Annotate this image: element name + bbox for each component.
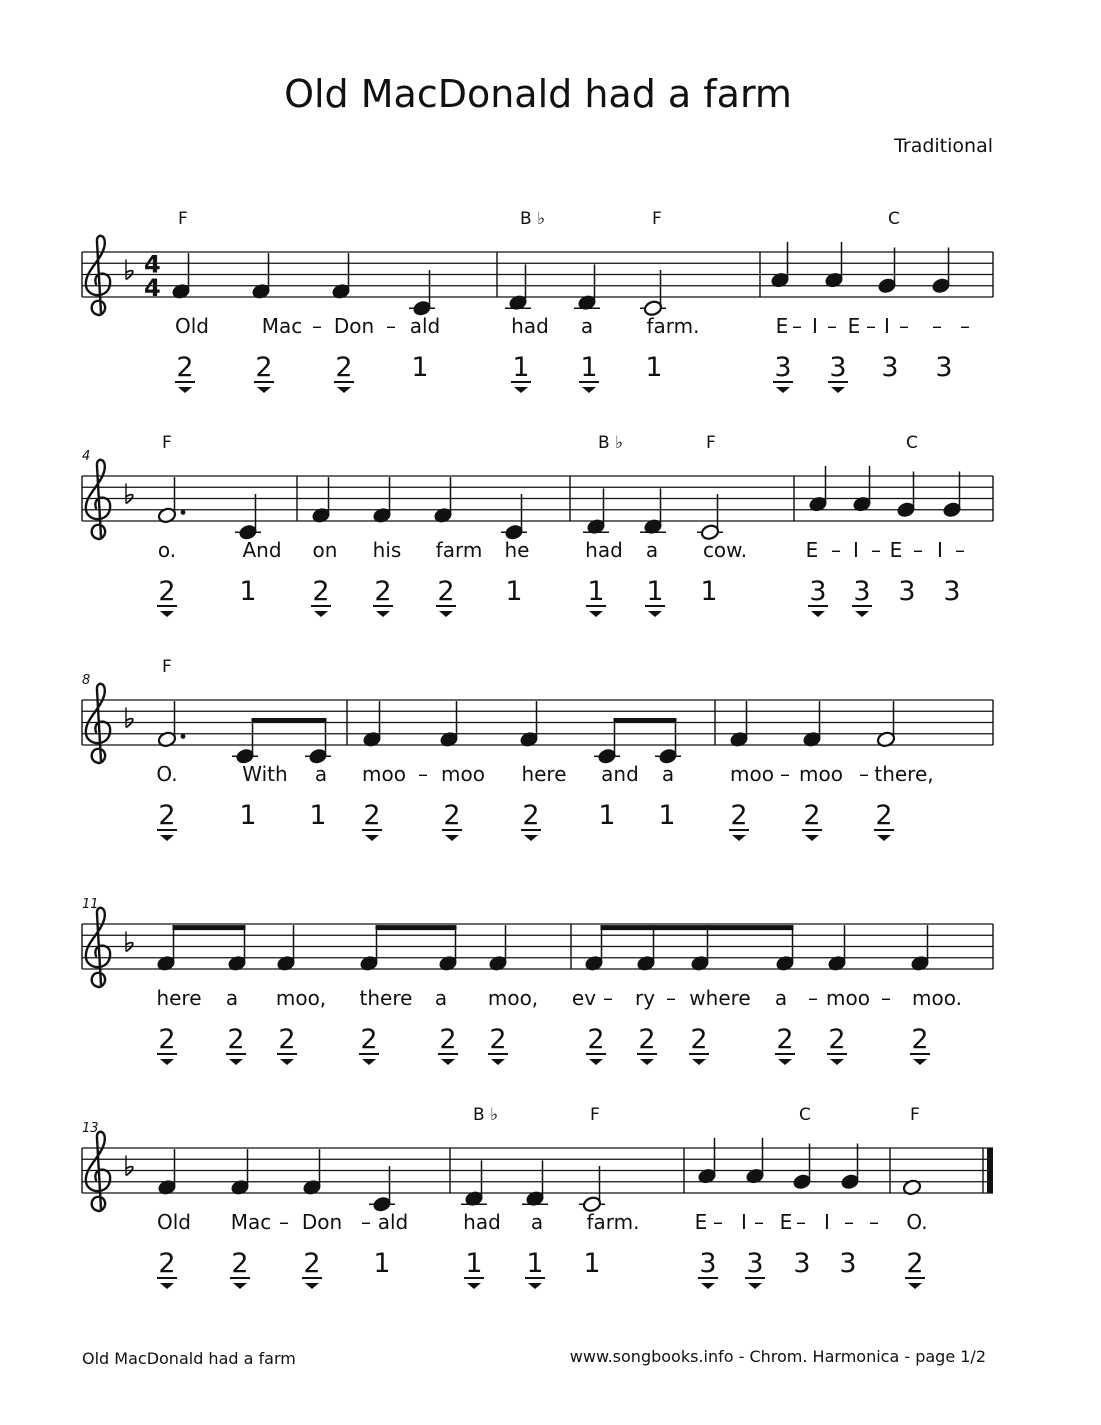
harmonica-hole-number: 3	[774, 352, 792, 383]
draw-arrow-icon	[160, 1059, 174, 1065]
harmonica-hole-number: 2	[158, 1024, 176, 1055]
lyric-syllable: a	[314, 762, 328, 786]
draw-arrow-icon	[908, 1283, 922, 1289]
chord-symbol: F	[178, 209, 188, 229]
harmonica-hole-number: 2	[776, 1024, 794, 1055]
lyric-syllable: Mac	[261, 314, 303, 338]
lyric-syllable: a	[661, 762, 675, 786]
lyric-syllable: moo	[826, 986, 870, 1010]
draw-arrow-icon	[589, 1059, 603, 1065]
music-systems	[82, 209, 993, 1289]
harmonica-hole-number: 1	[309, 800, 327, 831]
harmonica-hole-number: 2	[439, 1024, 457, 1055]
lyric-syllable: E	[805, 538, 819, 562]
harmonica-hole-number: 1	[505, 576, 523, 607]
lyric-syllable: his	[372, 538, 402, 562]
measure-number: 8	[82, 673, 91, 688]
draw-arrow-icon	[365, 835, 379, 841]
lyric-hyphen: –	[866, 314, 876, 338]
draw-arrow-icon	[732, 835, 746, 841]
lyric-syllable: had	[463, 1210, 501, 1234]
harmonica-hole-number: 2	[303, 1248, 321, 1279]
lyric-syllable: moo.	[912, 986, 962, 1010]
lyric-syllable: moo	[799, 762, 843, 786]
draw-arrow-icon	[257, 387, 271, 393]
lyric-hyphen: –	[932, 314, 942, 338]
harmonica-hole-number: 2	[158, 1248, 176, 1279]
draw-arrow-icon	[439, 611, 453, 617]
draw-arrow-icon	[467, 1283, 481, 1289]
harmonica-hole-number: 1	[411, 352, 429, 383]
harmonica-hole-number: 2	[489, 1024, 507, 1055]
draw-arrow-icon	[640, 1059, 654, 1065]
harmonica-hole-number: 3	[898, 576, 916, 607]
lyric-syllable: I	[884, 314, 890, 338]
lyric-syllable: Don	[333, 314, 375, 338]
lyric-syllable: there	[359, 986, 413, 1010]
draw-arrow-icon	[524, 835, 538, 841]
lyric-syllable: o.	[157, 538, 177, 562]
harmonica-hole-number: 1	[239, 800, 257, 831]
harmonica-hole-number: 3	[881, 352, 899, 383]
harmonica-hole-number: 2	[803, 800, 821, 831]
lyric-syllable: had	[511, 314, 549, 338]
treble-clef-icon	[86, 1132, 110, 1211]
draw-arrow-icon	[877, 835, 891, 841]
lyric-hyphen: –	[713, 1210, 723, 1234]
treble-clef-icon	[86, 684, 110, 763]
footer-right: www.songbooks.info - Chrom. Harmonica - page 1/2	[569, 1347, 986, 1366]
draw-arrow-icon	[160, 611, 174, 617]
harmonica-hole-number: 2	[363, 800, 381, 831]
harmonica-hole-number: 2	[690, 1024, 708, 1055]
lyric-syllable: I	[937, 538, 943, 562]
lyric-syllable: farm	[435, 538, 483, 562]
harmonica-hole-number: 2	[158, 800, 176, 831]
treble-clef-icon	[86, 908, 110, 987]
harmonica-hole-number: 1	[580, 352, 598, 383]
lyric-syllable: O.	[906, 1210, 928, 1234]
draw-arrow-icon	[648, 611, 662, 617]
harmonica-hole-number: 3	[943, 576, 961, 607]
harmonica-hole-number: 1	[700, 576, 718, 607]
harmonica-hole-number: 2	[231, 1248, 249, 1279]
harmonica-hole-number: 2	[730, 800, 748, 831]
lyric-syllable: a	[580, 314, 594, 338]
draw-arrow-icon	[589, 611, 603, 617]
harmonica-hole-number: 2	[335, 352, 353, 383]
song-title: Old MacDonald had a farm	[284, 72, 792, 116]
draw-arrow-icon	[491, 1059, 505, 1065]
lyric-syllable: moo	[441, 762, 485, 786]
lyric-syllable: farm.	[586, 1210, 640, 1234]
lyric-syllable: Old	[175, 314, 209, 338]
draw-arrow-icon	[692, 1059, 706, 1065]
lyric-syllable: had	[585, 538, 623, 562]
measure-number: 11	[82, 897, 99, 912]
lyric-syllable: I	[853, 538, 859, 562]
measure-number: 13	[82, 1121, 99, 1136]
augmentation-dot	[181, 734, 186, 739]
lyric-hyphen: –	[869, 1210, 879, 1234]
lyric-syllable: there,	[874, 762, 934, 786]
lyric-syllable: moo,	[275, 986, 327, 1010]
draw-arrow-icon	[514, 387, 528, 393]
draw-arrow-icon	[362, 1059, 376, 1065]
lyric-syllable: here	[521, 762, 567, 786]
final-barline	[987, 1148, 993, 1193]
harmonica-hole-number: 2	[360, 1024, 378, 1055]
treble-clef-icon	[86, 460, 110, 539]
lyric-syllable: a	[530, 1210, 544, 1234]
lyric-hyphen: –	[881, 986, 891, 1010]
harmonica-hole-number: 2	[374, 576, 392, 607]
harmonica-hole-number: 1	[512, 352, 530, 383]
harmonica-hole-number: 3	[853, 576, 871, 607]
draw-arrow-icon	[811, 611, 825, 617]
harmonica-hole-number: 2	[278, 1024, 296, 1055]
lyric-syllable: ald	[409, 314, 441, 338]
lyric-syllable: where	[689, 986, 751, 1010]
chord-symbol: F	[590, 1105, 600, 1125]
draw-arrow-icon	[830, 1059, 844, 1065]
lyric-syllable: ry	[634, 986, 656, 1010]
chord-symbol: C	[906, 433, 918, 453]
draw-arrow-icon	[778, 1059, 792, 1065]
chord-symbol: B ♭	[473, 1105, 499, 1125]
lyric-hyphen: –	[780, 762, 790, 786]
harmonica-hole-number: 1	[646, 576, 664, 607]
harmonica-hole-number: 2	[587, 1024, 605, 1055]
lyric-syllable: here	[156, 986, 202, 1010]
harmonica-hole-number: 1	[239, 576, 257, 607]
staff-system	[82, 657, 993, 841]
chord-symbol: F	[652, 209, 662, 229]
lyric-syllable: a	[645, 538, 659, 562]
harmonica-hole-number: 3	[699, 1248, 717, 1279]
harmonica-hole-number: 3	[809, 576, 827, 607]
chord-symbol: C	[888, 209, 900, 229]
chord-symbol: F	[910, 1105, 920, 1125]
draw-arrow-icon	[805, 835, 819, 841]
footer-left: Old MacDonald had a farm	[82, 1349, 296, 1368]
harmonica-hole-number: 2	[911, 1024, 929, 1055]
harmonica-hole-number: 2	[522, 800, 540, 831]
lyric-hyphen: –	[754, 1210, 764, 1234]
draw-arrow-icon	[582, 387, 596, 393]
draw-arrow-icon	[776, 387, 790, 393]
lyric-hyphen: –	[827, 314, 837, 338]
harmonica-hole-number: 1	[658, 800, 676, 831]
measure-number: 4	[82, 449, 91, 464]
note-beam	[376, 925, 457, 930]
treble-clef-icon	[86, 236, 110, 315]
harmonica-hole-number: 1	[373, 1248, 391, 1279]
draw-arrow-icon	[233, 1283, 247, 1289]
lyric-syllable: Mac	[230, 1210, 272, 1234]
lyric-syllable: moo	[730, 762, 774, 786]
harmonica-hole-number: 2	[227, 1024, 245, 1055]
lyric-syllable: I	[824, 1210, 830, 1234]
lyric-hyphen: –	[859, 762, 869, 786]
lyric-hyphen: –	[899, 314, 909, 338]
lyric-syllable: Old	[157, 1210, 191, 1234]
lyric-syllable: And	[242, 538, 282, 562]
lyric-hyphen: –	[871, 538, 881, 562]
draw-arrow-icon	[748, 1283, 762, 1289]
augmentation-dot	[181, 510, 186, 515]
note-beam	[614, 718, 677, 723]
lyric-hyphen: –	[312, 314, 322, 338]
lyric-syllable: ev	[571, 986, 597, 1010]
draw-arrow-icon	[178, 387, 192, 393]
draw-arrow-icon	[441, 1059, 455, 1065]
note-beam	[173, 925, 246, 930]
lyric-syllable: E	[775, 314, 789, 338]
harmonica-hole-number: 2	[828, 1024, 846, 1055]
lyric-syllable: and	[601, 762, 639, 786]
composer: Traditional	[894, 135, 993, 157]
draw-arrow-icon	[305, 1283, 319, 1289]
draw-arrow-icon	[160, 835, 174, 841]
lyric-hyphen: –	[844, 1210, 854, 1234]
time-signature-top: 4	[144, 250, 161, 279]
harmonica-hole-number: 1	[587, 576, 605, 607]
draw-arrow-icon	[376, 611, 390, 617]
chord-symbol: C	[799, 1105, 811, 1125]
draw-arrow-icon	[160, 1283, 174, 1289]
chord-symbol: F	[162, 657, 172, 677]
chord-symbol: B ♭	[598, 433, 624, 453]
note-beam	[601, 925, 794, 930]
lyric-syllable: I	[812, 314, 818, 338]
harmonica-hole-number: 2	[158, 576, 176, 607]
lyric-hyphen: –	[796, 1210, 806, 1234]
lyric-hyphen: –	[792, 314, 802, 338]
lyric-syllable: a	[225, 986, 239, 1010]
harmonica-hole-number: 3	[839, 1248, 857, 1279]
draw-arrow-icon	[445, 835, 459, 841]
harmonica-hole-number: 2	[906, 1248, 924, 1279]
lyric-hyphen: –	[386, 314, 396, 338]
harmonica-hole-number: 1	[465, 1248, 483, 1279]
staff-system	[82, 209, 993, 393]
harmonica-hole-number: 2	[638, 1024, 656, 1055]
harmonica-hole-number: 1	[598, 800, 616, 831]
lyric-hyphen: –	[279, 1210, 289, 1234]
draw-arrow-icon	[701, 1283, 715, 1289]
harmonica-hole-number: 1	[583, 1248, 601, 1279]
lyric-hyphen: –	[831, 538, 841, 562]
lyric-syllable: a	[434, 986, 448, 1010]
lyric-syllable: ald	[377, 1210, 409, 1234]
lyric-hyphen: –	[603, 986, 613, 1010]
lyric-syllable: O.	[156, 762, 178, 786]
harmonica-hole-number: 1	[645, 352, 663, 383]
harmonica-hole-number: 2	[312, 576, 330, 607]
harmonica-hole-number: 3	[793, 1248, 811, 1279]
draw-arrow-icon	[280, 1059, 294, 1065]
draw-arrow-icon	[913, 1059, 927, 1065]
draw-arrow-icon	[855, 611, 869, 617]
lyric-hyphen: –	[960, 314, 970, 338]
lyric-syllable: on	[312, 538, 338, 562]
draw-arrow-icon	[229, 1059, 243, 1065]
harmonica-hole-number: 2	[176, 352, 194, 383]
draw-arrow-icon	[337, 387, 351, 393]
lyric-syllable: E	[779, 1210, 793, 1234]
lyric-syllable: a	[774, 986, 788, 1010]
lyric-hyphen: –	[361, 1210, 371, 1234]
harmonica-hole-number: 3	[829, 352, 847, 383]
time-signature-bottom: 4	[144, 274, 161, 302]
lyric-syllable: moo,	[487, 986, 539, 1010]
note-beam	[252, 718, 327, 723]
draw-arrow-icon	[528, 1283, 542, 1289]
lyric-syllable: I	[741, 1210, 747, 1234]
staff-system	[82, 433, 993, 617]
harmonica-hole-number: 1	[526, 1248, 544, 1279]
lyric-hyphen: –	[955, 538, 965, 562]
harmonica-hole-number: 2	[437, 576, 455, 607]
draw-arrow-icon	[831, 387, 845, 393]
lyric-syllable: Don	[301, 1210, 343, 1234]
lyric-hyphen: –	[913, 538, 923, 562]
staff-system	[82, 1105, 993, 1289]
lyric-syllable: he	[504, 538, 530, 562]
lyric-hyphen: –	[808, 986, 818, 1010]
lyric-syllable: cow.	[702, 538, 748, 562]
lyric-syllable: With	[242, 762, 288, 786]
lyric-syllable: moo	[362, 762, 406, 786]
lyric-hyphen: –	[418, 762, 428, 786]
chord-symbol: F	[706, 433, 716, 453]
lyric-syllable: E	[694, 1210, 708, 1234]
lyric-syllable: farm.	[646, 314, 700, 338]
draw-arrow-icon	[314, 611, 328, 617]
harmonica-hole-number: 3	[935, 352, 953, 383]
lyric-syllable: E	[889, 538, 903, 562]
harmonica-hole-number: 2	[255, 352, 273, 383]
lyric-hyphen: –	[666, 986, 676, 1010]
harmonica-hole-number: 2	[443, 800, 461, 831]
chord-symbol: B ♭	[520, 209, 546, 229]
staff-system	[82, 897, 993, 1065]
chord-symbol: F	[162, 433, 172, 453]
lyric-syllable: E	[847, 314, 861, 338]
harmonica-hole-number: 3	[746, 1248, 764, 1279]
harmonica-hole-number: 2	[875, 800, 893, 831]
